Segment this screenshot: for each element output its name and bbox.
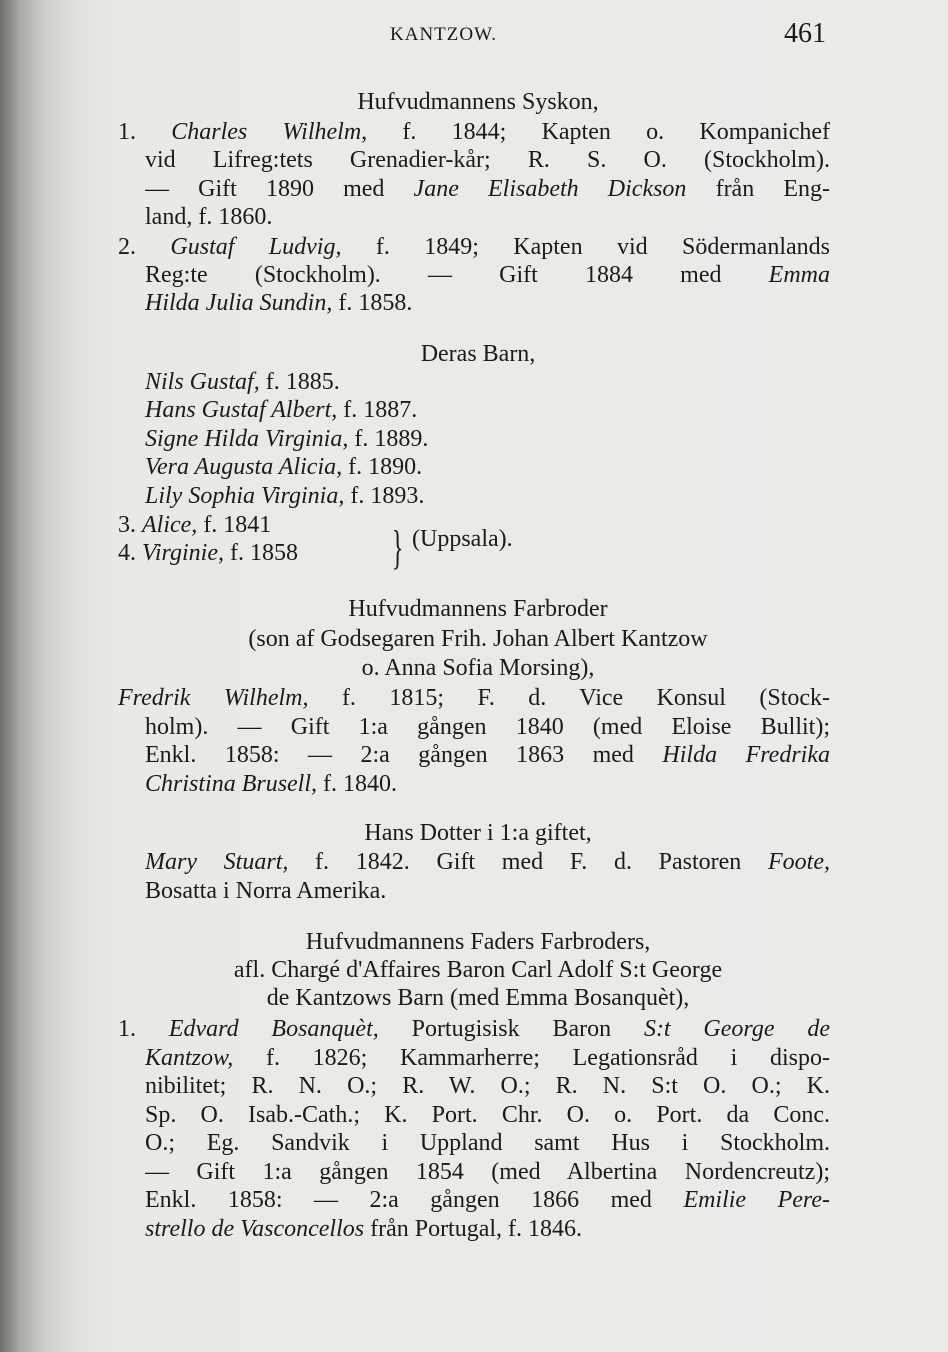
text-line [145, 175, 830, 203]
text-line [145, 1186, 830, 1214]
text-segment: Reg:te (Stockholm). — Gift 1884 med [145, 262, 769, 288]
text-segment: Hufvudmannens Faders Farbroders, [305, 929, 651, 955]
brace-symbol: } [391, 521, 404, 574]
text-line [118, 88, 838, 116]
running-header: KANTZOW. [390, 24, 498, 45]
text-segment: f. 1841 [197, 512, 272, 538]
text-segment: f. 1887. [337, 397, 418, 423]
text-segment: f. 1844; Kapten o. Kompanichef [367, 119, 830, 145]
italic-name-text: Alice, [142, 512, 198, 538]
text-segment: Portugisisk Baron [378, 1016, 644, 1042]
text-line [118, 819, 838, 847]
text-segment: f. 1893. [344, 483, 425, 509]
italic-name-text: Lily Sophia Virginia, [145, 483, 345, 509]
text-segment: f. 1858. [332, 290, 413, 316]
text-line [118, 1015, 830, 1043]
italic-name-text: Vera Augusta Alicia, [145, 454, 343, 480]
text-segment: Enkl. 1858: — 2:a gången 1863 med [145, 742, 663, 768]
text-segment: från Eng- [686, 176, 830, 202]
italic-name-text: Mary Stuart, [145, 849, 289, 875]
italic-name-text: Nils Gustaf, [145, 369, 260, 395]
text-line [118, 684, 830, 712]
italic-name-text: Edvard Bosanquèt, [168, 1016, 379, 1042]
text-segment: från Portugal, f. 1846. [364, 1216, 583, 1242]
text-segment: f. 1815; F. d. Vice Konsul (Stock- [308, 685, 830, 711]
text-line [145, 1101, 830, 1129]
text-line [145, 261, 830, 289]
text-segment: (son af Godsegaren Frih. Johan Albert Kantzow [248, 626, 708, 652]
text-line [145, 146, 830, 174]
text-line [145, 770, 397, 798]
text-segment: 1. [118, 119, 172, 145]
text-line [145, 453, 422, 481]
text-segment: Bosatta i Norra Amerika. [145, 878, 387, 904]
text-line [118, 625, 838, 653]
text-segment: nibilitet; R. N. O.; R. W. O.; R. N. S:t O. O.; K. [145, 1073, 830, 1099]
italic-name-text: Virginie, [142, 540, 224, 566]
text-line [118, 539, 298, 567]
text-segment: 1. [118, 1016, 169, 1042]
text-segment: f. 1849; Kapten vid Södermanlands [341, 234, 830, 260]
text-segment: vid Lifreg:tets Grenadier-kår; R. S. O. (Stockholm). [145, 147, 830, 173]
text-segment: holm). — Gift 1:a gången 1840 (med Eloise Bullit); [145, 714, 830, 740]
text-segment: 4. [118, 540, 142, 566]
text-line [145, 1044, 830, 1072]
text-line [118, 928, 838, 956]
italic-name-text: Emma [768, 262, 830, 288]
text-line [145, 203, 272, 231]
text-line [118, 956, 838, 984]
italic-name-text: Hilda Julia Sundin, [145, 290, 333, 316]
text-segment: f. 1858 [223, 540, 298, 566]
text-segment: Sp. O. Isab.-Cath.; K. Port. Chr. O. o. Port. da Conc. [145, 1102, 830, 1128]
text-line [118, 340, 838, 368]
text-line [118, 233, 830, 261]
italic-name-text: Foote, [768, 849, 830, 875]
text-line [145, 396, 417, 424]
text-line [118, 595, 838, 623]
text-segment: — Gift 1890 med [145, 176, 414, 202]
text-segment: f. 1840. [317, 771, 398, 797]
italic-name-text: Hilda Fredrika [662, 742, 830, 768]
text-line [145, 482, 424, 510]
text-line [118, 118, 830, 146]
italic-name-text: Christina Brusell, [145, 771, 318, 797]
italic-name-text: strello de Vasconcellos [145, 1216, 365, 1242]
italic-name-text: Kantzow, [145, 1045, 234, 1071]
text-segment: afl. Chargé d'Affaires Baron Carl Adolf S:t George [233, 957, 723, 983]
text-segment: f. 1885. [259, 369, 340, 395]
text-segment: Hans Dotter i 1:a giftet, [364, 820, 592, 846]
text-line [412, 525, 513, 553]
text-segment: O.; Eg. Sandvik i Uppland samt Hus i Stockholm. [145, 1130, 830, 1156]
text-line [145, 289, 412, 317]
text-segment: Deras Barn, [420, 341, 536, 367]
italic-name-text: Fredrik Wilhelm, [118, 685, 309, 711]
text-segment: Hufvudmannens Syskon, [357, 89, 599, 115]
italic-name-text: Hans Gustaf Albert, [145, 397, 338, 423]
text-segment: f. 1889. [348, 426, 429, 452]
text-line [145, 1158, 830, 1186]
text-segment: — Gift 1:a gången 1854 (med Albertina Nordencreutz); [145, 1159, 830, 1185]
text-segment: land, f. 1860. [145, 204, 273, 230]
italic-name-text: Gustaf Ludvig, [170, 234, 342, 260]
text-segment: f. 1826; Kammarherre; Legationsråd i dispo- [233, 1045, 830, 1071]
italic-name-text: Signe Hilda Virginia, [145, 426, 349, 452]
page-number: 461 [784, 18, 826, 49]
text-line [145, 1072, 830, 1100]
text-line [145, 877, 386, 905]
text-line [145, 713, 830, 741]
text-segment: f. 1842. Gift med F. d. Pastoren [288, 849, 768, 875]
text-segment: 2. [118, 234, 171, 260]
text-line [145, 741, 830, 769]
text-line [118, 654, 838, 682]
text-line [145, 425, 428, 453]
text-segment: f. 1890. [342, 454, 423, 480]
italic-name-text: S:t George de [643, 1016, 830, 1042]
text-segment: (Uppsala). [412, 526, 513, 552]
text-line [118, 984, 838, 1012]
text-line [145, 1215, 582, 1243]
text-line [145, 368, 340, 396]
italic-name-text: Emilie Pere- [683, 1187, 830, 1213]
italic-name-text: Jane Elisabeth Dickson [413, 176, 687, 202]
italic-name-text: Charles Wilhelm, [171, 119, 368, 145]
text-segment: o. Anna Sofia Morsing), [361, 655, 595, 681]
text-segment: Hufvudmannens Farbroder [348, 596, 608, 622]
text-segment: de Kantzows Barn (med Emma Bosanquèt), [266, 985, 690, 1011]
text-line [118, 511, 271, 539]
text-segment: Enkl. 1858: — 2:a gången 1866 med [145, 1187, 684, 1213]
text-line [145, 848, 830, 876]
text-line [145, 1129, 830, 1157]
text-segment: 3. [118, 512, 142, 538]
